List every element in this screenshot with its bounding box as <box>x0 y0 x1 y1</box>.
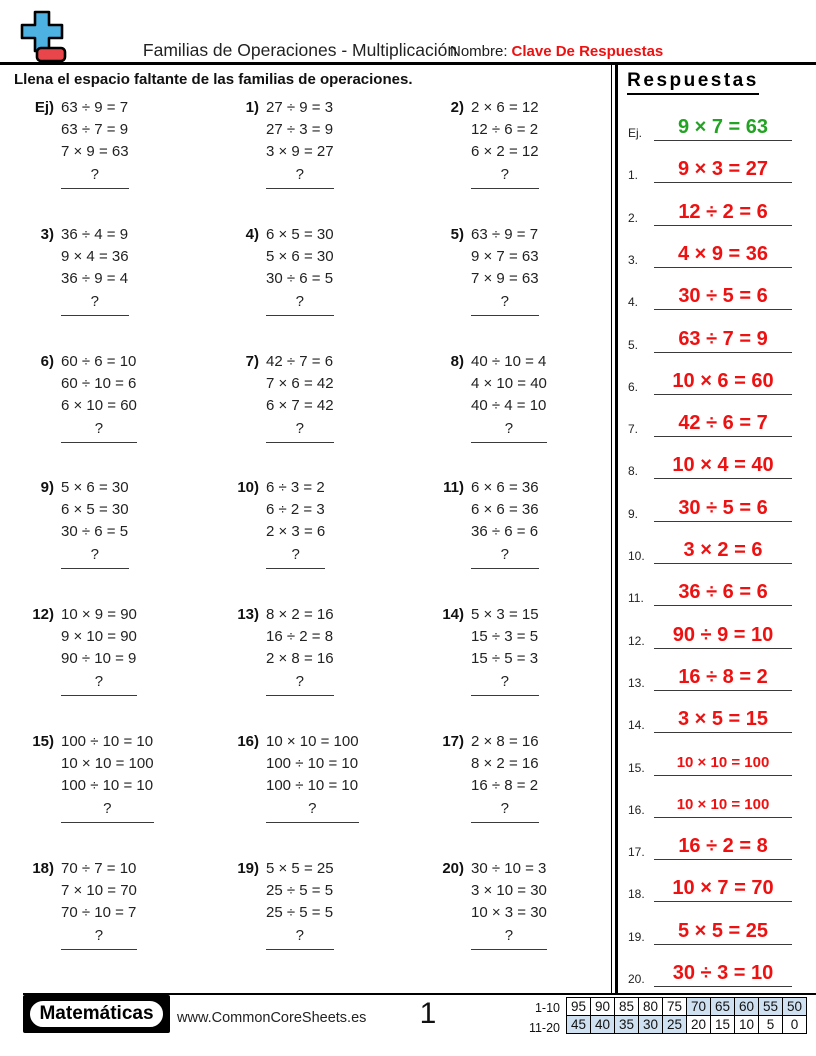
answer-row <box>628 153 792 183</box>
equation-line: 6 × 5 = 30 <box>61 501 129 519</box>
problem-block <box>10 477 215 604</box>
problem-block <box>215 604 420 731</box>
answer-value: 30 ÷ 5 = 6 <box>654 496 792 522</box>
problem-number: 4) <box>245 225 259 243</box>
equation-line: 60 ÷ 10 = 6 <box>61 374 137 392</box>
equation-line: 6 ÷ 2 = 3 <box>266 501 325 519</box>
answers-title: Respuestas <box>626 70 760 95</box>
answer-number: 6. <box>628 379 639 394</box>
answer-value: 10 × 6 = 60 <box>654 369 792 395</box>
equation-line: 6 × 10 = 60 <box>61 396 137 414</box>
equation-line: 2 × 8 = 16 <box>471 732 539 750</box>
score-cell: 75 <box>663 998 687 1016</box>
missing-fact-blank: ? <box>471 671 539 696</box>
answer-row <box>628 746 792 776</box>
score-range-labels <box>500 998 560 1038</box>
problem-equations <box>266 731 359 823</box>
score-cell: 5 <box>759 1016 783 1034</box>
answer-number: 7. <box>628 422 639 437</box>
problem-number: 2) <box>450 99 464 116</box>
problem-block <box>215 224 420 351</box>
answer-value: 30 ÷ 3 = 10 <box>654 961 792 987</box>
problem-equations <box>266 858 334 950</box>
answer-value: 10 × 4 = 40 <box>654 453 792 479</box>
score-cell: 30 <box>639 1016 663 1034</box>
answer-row <box>628 323 792 353</box>
missing-fact-blank: ? <box>266 291 334 316</box>
answer-row <box>628 872 792 902</box>
problem-equations <box>61 351 137 443</box>
brand-label: Matemáticas <box>28 999 164 1029</box>
problem-equations <box>471 477 539 569</box>
answer-number: 5. <box>628 337 639 352</box>
problem-equations <box>471 224 539 316</box>
answer-number: 15. <box>628 760 645 775</box>
problem-block <box>215 477 420 604</box>
score-cell: 25 <box>663 1016 687 1034</box>
equation-line: 40 ÷ 10 = 4 <box>471 352 547 370</box>
equation-line: 25 ÷ 5 = 5 <box>266 881 334 899</box>
score-cell: 10 <box>735 1016 759 1034</box>
problem-block <box>420 604 610 731</box>
score-cell: 95 <box>567 998 591 1016</box>
problem-equations <box>266 477 325 569</box>
problem-block <box>420 858 610 985</box>
answer-value: 9 × 3 = 27 <box>654 157 792 183</box>
equation-line: 6 × 6 = 36 <box>471 501 539 519</box>
answer-number: 18. <box>628 887 645 902</box>
equation-line: 70 ÷ 10 = 7 <box>61 903 137 921</box>
equation-line: 9 × 4 = 36 <box>61 247 129 265</box>
missing-fact-blank: ? <box>266 418 334 443</box>
equation-line: 5 × 6 = 30 <box>266 247 334 265</box>
answer-row <box>628 830 792 860</box>
answer-row <box>628 111 792 141</box>
problem-block <box>10 731 215 858</box>
problem-equations <box>61 224 129 316</box>
equation-line: 6 × 6 = 36 <box>471 479 539 497</box>
answer-row <box>628 788 792 818</box>
equation-line: 90 ÷ 10 = 9 <box>61 650 137 668</box>
answer-value: 30 ÷ 5 = 6 <box>654 284 792 310</box>
answer-number: 4. <box>628 295 639 310</box>
equation-line: 70 ÷ 7 = 10 <box>61 859 137 877</box>
answers-column-divider <box>611 65 618 993</box>
equation-line: 6 × 5 = 30 <box>266 225 334 243</box>
answer-value: 3 × 5 = 15 <box>654 707 792 733</box>
missing-fact-blank: ? <box>61 925 137 950</box>
missing-fact-blank: ? <box>61 291 129 316</box>
equation-line: 27 ÷ 9 = 3 <box>266 99 334 116</box>
score-cell: 80 <box>639 998 663 1016</box>
equation-line: 6 × 2 = 12 <box>471 143 539 160</box>
answer-row <box>628 407 792 437</box>
answer-number: 14. <box>628 718 645 733</box>
equation-line: 10 × 3 = 30 <box>471 903 547 921</box>
problem-equations <box>266 351 334 443</box>
answer-number: 1. <box>628 168 639 183</box>
answer-row <box>628 957 792 987</box>
problem-block <box>10 97 215 224</box>
missing-fact-blank: ? <box>61 164 129 189</box>
problem-block <box>420 731 610 858</box>
equation-line: 36 ÷ 9 = 4 <box>61 269 129 287</box>
answer-row <box>628 492 792 522</box>
answer-row <box>628 915 792 945</box>
equation-line: 15 ÷ 5 = 3 <box>471 650 539 668</box>
problem-number: 1) <box>245 99 259 116</box>
score-cell: 60 <box>735 998 759 1016</box>
problem-equations <box>471 731 539 823</box>
equation-line: 15 ÷ 3 = 5 <box>471 628 539 646</box>
missing-fact-blank: ? <box>61 418 137 443</box>
answer-row <box>628 280 792 310</box>
equation-line: 6 × 7 = 42 <box>266 396 334 414</box>
answer-value: 16 ÷ 8 = 2 <box>654 665 792 691</box>
equation-line: 10 × 10 = 100 <box>266 732 359 750</box>
equation-line: 63 ÷ 9 = 7 <box>61 99 129 116</box>
score-cell: 45 <box>567 1016 591 1034</box>
missing-fact-blank: ? <box>471 798 539 823</box>
answer-row <box>628 576 792 606</box>
equation-line: 2 × 8 = 16 <box>266 650 334 668</box>
answer-value: 42 ÷ 6 = 7 <box>654 411 792 437</box>
problem-equations <box>266 97 334 189</box>
equation-line: 30 ÷ 10 = 3 <box>471 859 547 877</box>
equation-line: 9 × 10 = 90 <box>61 628 137 646</box>
problem-number: 13) <box>237 606 259 624</box>
answer-row <box>628 534 792 564</box>
problem-number: 17) <box>442 732 464 750</box>
missing-fact-blank: ? <box>471 291 539 316</box>
equation-line: 25 ÷ 5 = 5 <box>266 903 334 921</box>
problem-number: 12) <box>32 606 54 624</box>
equation-line: 10 × 9 = 90 <box>61 606 137 624</box>
problem-block <box>10 604 215 731</box>
score-cell: 15 <box>711 1016 735 1034</box>
missing-fact-blank: ? <box>61 544 129 569</box>
problem-number: 20) <box>442 859 464 877</box>
problem-equations <box>471 858 547 950</box>
equation-line: 36 ÷ 6 = 6 <box>471 523 539 541</box>
missing-fact-blank: ? <box>61 798 154 823</box>
answer-row <box>628 238 792 268</box>
problem-equations <box>61 604 137 696</box>
score-cell: 70 <box>687 998 711 1016</box>
equation-line: 7 × 9 = 63 <box>61 143 129 160</box>
equation-line: 63 ÷ 9 = 7 <box>471 225 539 243</box>
problem-block <box>10 858 215 985</box>
score-cell: 55 <box>759 998 783 1016</box>
missing-fact-blank: ? <box>266 925 334 950</box>
answer-number: 19. <box>628 929 645 944</box>
problem-block <box>10 351 215 478</box>
score-cell: 65 <box>711 998 735 1016</box>
score-table <box>566 997 807 1034</box>
answer-number: 3. <box>628 252 639 267</box>
problem-equations <box>61 731 154 823</box>
equation-line: 16 ÷ 2 = 8 <box>266 628 334 646</box>
answer-number: 20. <box>628 972 645 986</box>
answer-row <box>628 661 792 691</box>
problem-number: 3) <box>40 225 54 243</box>
problems-grid <box>10 97 610 985</box>
equation-line: 10 × 10 = 100 <box>61 754 154 772</box>
equation-line: 100 ÷ 10 = 10 <box>61 776 154 794</box>
answer-number: 10. <box>628 549 645 563</box>
problem-block <box>420 224 610 351</box>
missing-fact-blank: ? <box>266 798 359 823</box>
problem-number: 18) <box>32 859 54 877</box>
website-link: www.CommonCoreSheets.es <box>177 1010 367 1026</box>
brand-badge <box>23 995 170 1033</box>
problem-number: 5) <box>450 225 464 243</box>
score-cell: 90 <box>591 998 615 1016</box>
equation-line: 5 × 6 = 30 <box>61 479 129 497</box>
answer-number: 2. <box>628 210 639 225</box>
problem-block <box>215 858 420 985</box>
equation-line: 30 ÷ 6 = 5 <box>266 269 334 287</box>
problem-number: 16) <box>237 732 259 750</box>
equation-line: 100 ÷ 10 = 10 <box>266 776 359 794</box>
problem-block <box>10 224 215 351</box>
problem-number: 6) <box>40 352 54 370</box>
score-cell: 50 <box>783 998 807 1016</box>
problem-equations <box>266 604 334 696</box>
problem-number: 19) <box>237 859 259 877</box>
problem-block <box>215 351 420 478</box>
equation-line: 100 ÷ 10 = 10 <box>266 754 359 772</box>
problem-block <box>420 351 610 478</box>
answer-number: Ej. <box>628 126 643 140</box>
answer-value: 10 × 7 = 70 <box>654 876 792 902</box>
score-range-row2: 11-20 <box>528 1021 560 1035</box>
score-table-row <box>567 998 807 1016</box>
answer-value: 16 ÷ 2 = 8 <box>654 834 792 860</box>
score-range-row1: 1-10 <box>534 1001 560 1015</box>
equation-line: 63 ÷ 7 = 9 <box>61 121 129 138</box>
name-value: Clave De Respuestas <box>511 43 664 60</box>
problem-block <box>215 97 420 224</box>
page-number: 1 <box>419 997 437 1030</box>
missing-fact-blank: ? <box>471 418 547 443</box>
missing-fact-blank: ? <box>471 164 539 189</box>
equation-line: 3 × 10 = 30 <box>471 881 547 899</box>
answer-number: 8. <box>628 464 639 479</box>
score-cell: 35 <box>615 1016 639 1034</box>
answer-value: 12 ÷ 2 = 6 <box>654 200 792 226</box>
equation-line: 7 × 10 = 70 <box>61 881 137 899</box>
answer-value: 90 ÷ 9 = 10 <box>654 623 792 649</box>
problem-equations <box>61 477 129 569</box>
answer-number: 12. <box>628 633 645 648</box>
problem-number: Ej) <box>34 99 54 116</box>
equation-line: 7 × 6 = 42 <box>266 374 334 392</box>
problem-equations <box>61 858 137 950</box>
answer-number: 17. <box>628 845 645 860</box>
equation-line: 60 ÷ 6 = 10 <box>61 352 137 370</box>
answer-row <box>628 196 792 226</box>
answer-value: 10 × 10 = 100 <box>654 752 792 776</box>
answer-value: 36 ÷ 6 = 6 <box>654 580 792 606</box>
equation-line: 16 ÷ 8 = 2 <box>471 776 539 794</box>
answer-number: 9. <box>628 506 639 521</box>
problem-number: 9) <box>40 479 54 497</box>
score-cell: 0 <box>783 1016 807 1034</box>
equation-line: 27 ÷ 3 = 9 <box>266 121 334 138</box>
equation-line: 5 × 5 = 25 <box>266 859 334 877</box>
problem-number: 14) <box>442 606 464 624</box>
problem-block <box>420 477 610 604</box>
problem-number: 8) <box>450 352 464 370</box>
problem-number: 7) <box>245 352 259 370</box>
equation-line: 3 × 9 = 27 <box>266 143 334 160</box>
answer-row <box>628 619 792 649</box>
problem-number: 15) <box>32 732 54 750</box>
score-cell: 20 <box>687 1016 711 1034</box>
answer-row <box>628 365 792 395</box>
answer-value: 5 × 5 = 25 <box>654 919 792 945</box>
problem-number: 10) <box>237 479 259 497</box>
answer-value: 4 × 9 = 36 <box>654 242 792 268</box>
equation-line: 2 × 3 = 6 <box>266 523 326 541</box>
problem-equations <box>471 351 547 443</box>
equation-line: 30 ÷ 6 = 5 <box>61 523 129 541</box>
missing-fact-blank: ? <box>61 671 137 696</box>
equation-line: 42 ÷ 7 = 6 <box>266 352 334 370</box>
answer-number: 16. <box>628 802 645 817</box>
score-cell: 40 <box>591 1016 615 1034</box>
equation-line: 6 ÷ 3 = 2 <box>266 479 325 497</box>
missing-fact-blank: ? <box>471 925 547 950</box>
problem-equations <box>471 604 539 696</box>
equation-line: 12 ÷ 6 = 2 <box>471 121 539 138</box>
answer-row <box>628 703 792 733</box>
answer-value: 9 × 7 = 63 <box>654 115 792 141</box>
problem-number: 11) <box>443 479 464 497</box>
answer-number: 11. <box>628 591 644 606</box>
answer-value: 63 ÷ 7 = 9 <box>654 327 792 353</box>
missing-fact-blank: ? <box>471 544 539 569</box>
equation-line: 36 ÷ 4 = 9 <box>61 225 129 243</box>
equation-line: 7 × 9 = 63 <box>471 269 539 287</box>
name-row <box>450 43 663 60</box>
page-title: Familias de Operaciones - Multiplicación <box>142 40 458 60</box>
missing-fact-blank: ? <box>266 164 334 189</box>
equation-line: 4 × 10 = 40 <box>471 374 547 392</box>
score-cell: 85 <box>615 998 639 1016</box>
missing-fact-blank: ? <box>266 544 325 569</box>
header-divider <box>0 62 816 65</box>
equation-line: 40 ÷ 4 = 10 <box>471 396 547 414</box>
problem-equations <box>266 224 334 316</box>
answer-value: 3 × 2 = 6 <box>654 538 792 564</box>
answer-number: 13. <box>628 675 645 690</box>
equation-line: 8 × 2 = 16 <box>266 606 334 624</box>
answer-value: 10 × 10 = 100 <box>654 794 792 818</box>
equation-line: 5 × 3 = 15 <box>471 606 539 624</box>
instruction-text: Llena el espacio faltante de las familias de operaciones. <box>14 71 413 88</box>
equation-line: 2 × 6 = 12 <box>471 99 539 116</box>
answer-row <box>628 449 792 479</box>
problem-block <box>420 97 610 224</box>
problem-equations <box>471 97 539 189</box>
missing-fact-blank: ? <box>266 671 334 696</box>
score-table-row <box>567 1016 807 1034</box>
equation-line: 100 ÷ 10 = 10 <box>61 732 154 750</box>
equation-line: 9 × 7 = 63 <box>471 247 539 265</box>
problem-equations <box>61 97 129 189</box>
problem-block <box>215 731 420 858</box>
name-label: Nombre: <box>450 43 508 60</box>
equation-line: 8 × 2 = 16 <box>471 754 539 772</box>
